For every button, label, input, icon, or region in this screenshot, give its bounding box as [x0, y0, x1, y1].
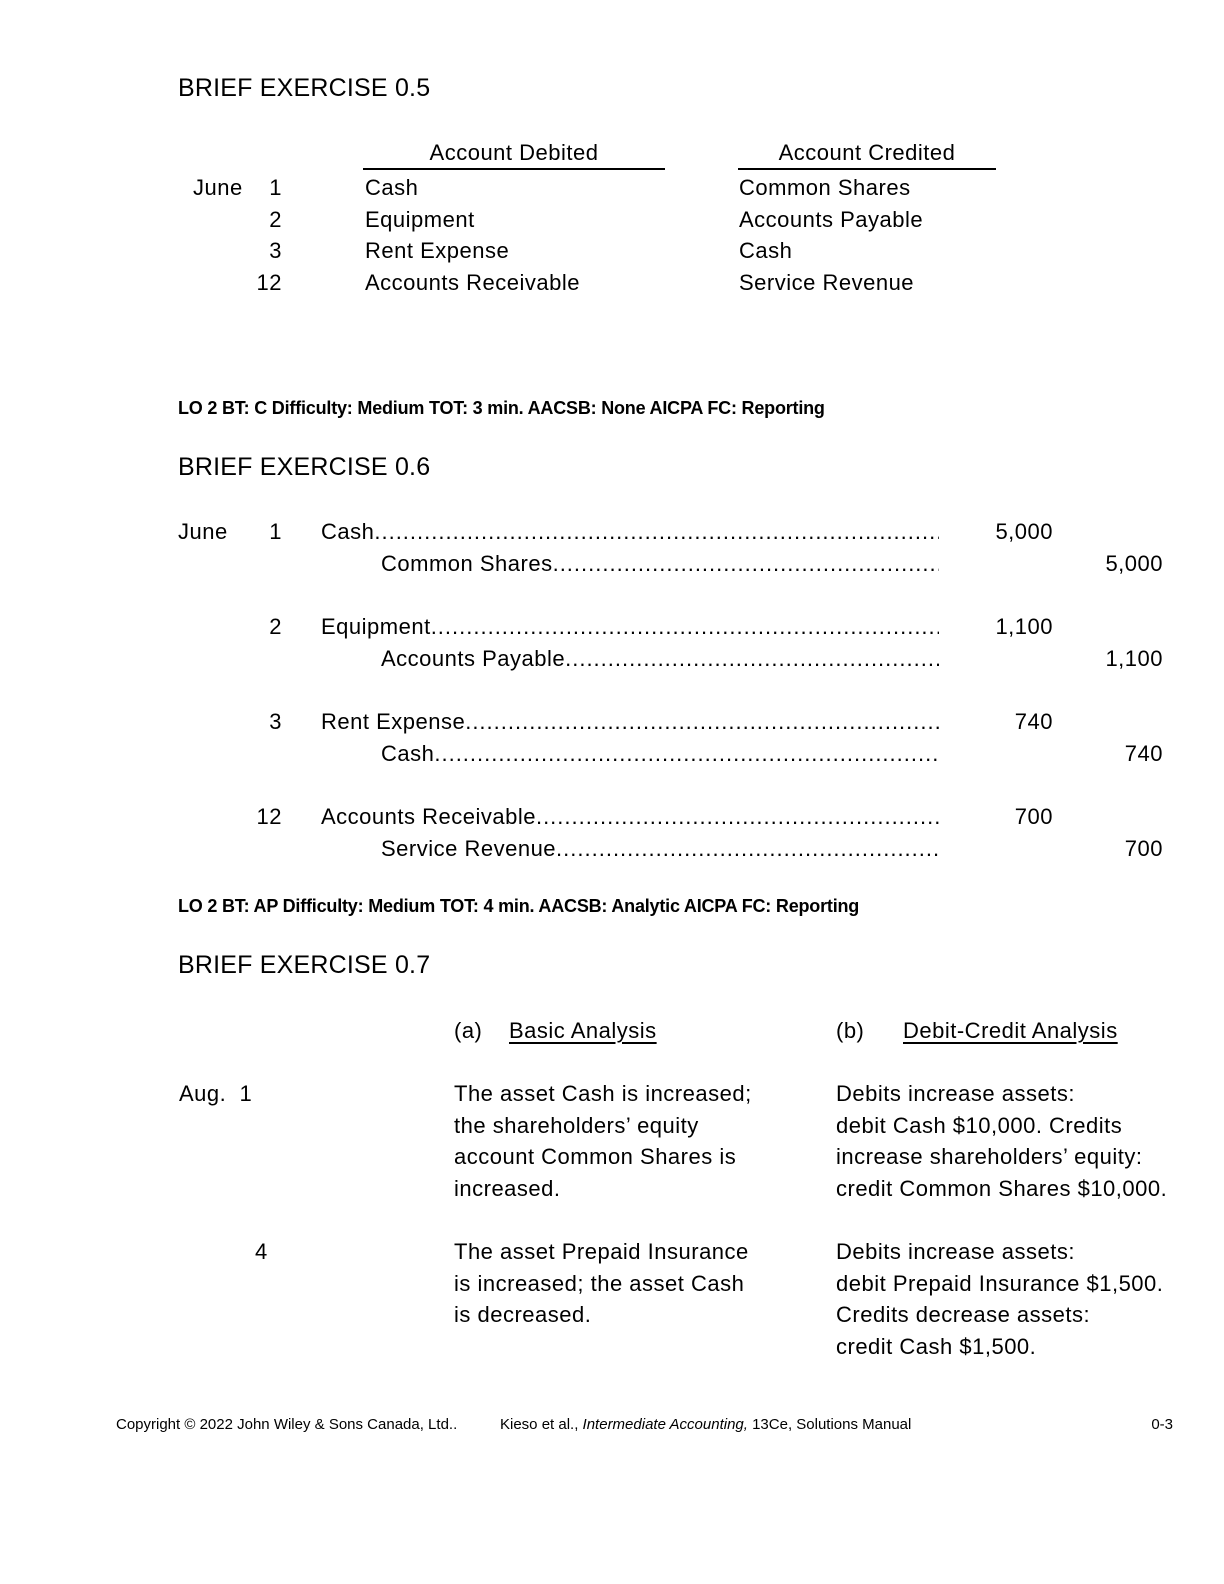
be05-debit-account: Rent Expense [365, 238, 510, 263]
be07-title: BRIEF EXERCISE 0.7 [178, 951, 431, 979]
journal-credit-amount: 740 [1124, 741, 1163, 766]
be05-debit-account: Equipment [365, 207, 475, 232]
debit-credit-analysis-line: debit Prepaid Insurance $1,500. [836, 1270, 1164, 1296]
basic-analysis-line: is decreased. [454, 1302, 592, 1327]
journal-debit-amount: 5,000 [995, 519, 1053, 544]
debit-credit-analysis-line: debit Cash $10,000. Credits [836, 1112, 1123, 1138]
journal-credit-account: Accounts Payable [381, 646, 566, 671]
journal-day: 3 [269, 709, 282, 734]
be07-col-a-label: Basic Analysis [509, 1018, 657, 1043]
footer-page-number: 0-3 [1151, 1416, 1173, 1433]
debit-credit-analysis-line: credit Common Shares $10,000. [836, 1175, 1168, 1201]
be05-col-credited: Account Credited [738, 140, 996, 170]
journal-day: 12 [256, 804, 282, 829]
journal-credit-line [381, 741, 939, 767]
be05-debit-account: Cash [365, 175, 419, 200]
be06-month: June [178, 519, 228, 544]
basic-analysis-text [454, 1236, 814, 1331]
journal-credit-account: Service Revenue [381, 836, 557, 861]
footer-copyright: Copyright © 2022 John Wiley & Sons Canada, Ltd.. [116, 1416, 458, 1433]
be05-title: BRIEF EXERCISE 0.5 [178, 74, 431, 102]
journal-credit-line [381, 836, 939, 862]
basic-analysis-line: is increased; the asset Cash [454, 1270, 745, 1296]
journal-debit-amount: 700 [1014, 804, 1053, 829]
journal-debit-amount: 1,100 [995, 614, 1053, 639]
journal-debit-line [321, 709, 939, 735]
be05-credit-account: Cash [739, 238, 793, 263]
be07-col-b-marker: (b) [836, 1018, 865, 1043]
be05-credit-account: Common Shares [739, 175, 911, 200]
be07-col-a-marker: (a) [454, 1018, 483, 1043]
be06-meta: LO 2 BT: AP Difficulty: Medium TOT: 4 min. AACSB: Analytic AICPA FC: Reporting [178, 896, 860, 916]
journal-debit-account: Equipment [321, 614, 431, 639]
basic-analysis-line: account Common Shares is [454, 1144, 737, 1169]
journal-debit-line [321, 614, 939, 640]
be05-debit-account: Accounts Receivable [365, 270, 580, 295]
journal-debit-account: Rent Expense [321, 709, 466, 734]
journal-credit-line [381, 551, 939, 577]
basic-analysis-line: increased. [454, 1175, 561, 1201]
be06-title: BRIEF EXERCISE 0.6 [178, 453, 431, 481]
basic-analysis-line: The asset Prepaid Insurance [454, 1239, 749, 1264]
journal-credit-amount: 1,100 [1105, 646, 1163, 671]
be05-meta: LO 2 BT: C Difficulty: Medium TOT: 3 min. AACSB: None AICPA FC: Reporting [178, 398, 825, 418]
debit-credit-analysis-line: Debits increase assets: [836, 1239, 1075, 1264]
be05-day: 1 [269, 175, 282, 200]
debit-credit-analysis-text [836, 1078, 1206, 1204]
journal-credit-amount: 700 [1124, 836, 1163, 861]
be05-day: 3 [269, 238, 282, 263]
debit-credit-analysis-line: credit Cash $1,500. [836, 1333, 1037, 1359]
basic-analysis-line: The asset Cash is increased; [454, 1081, 752, 1106]
basic-analysis-line: the shareholders’ equity [454, 1112, 699, 1138]
debit-credit-analysis-text [836, 1236, 1206, 1362]
be05-credit-account: Accounts Payable [739, 207, 924, 232]
journal-credit-account: Common Shares [381, 551, 553, 576]
analysis-date: Aug. 1 [179, 1081, 253, 1106]
be05-day: 12 [256, 270, 282, 295]
journal-credit-amount: 5,000 [1105, 551, 1163, 576]
footer-citation-title: Intermediate Accounting, [582, 1416, 748, 1433]
journal-debit-line [321, 519, 939, 545]
be07-col-b-label: Debit-Credit Analysis [903, 1018, 1118, 1043]
basic-analysis-text [454, 1078, 814, 1204]
be05-credit-account: Service Revenue [739, 270, 915, 295]
footer-citation-prefix: Kieso et al., [500, 1416, 583, 1433]
be05-month: June [193, 175, 243, 200]
journal-day: 1 [269, 519, 282, 544]
journal-debit-line [321, 804, 939, 830]
debit-credit-analysis-line: Credits decrease assets: [836, 1302, 1091, 1327]
debit-credit-analysis-line: Debits increase assets: [836, 1081, 1075, 1106]
journal-debit-account: Accounts Receivable [321, 804, 536, 829]
footer-citation-suffix: 13Ce, Solutions Manual [747, 1416, 912, 1433]
footer-citation [500, 1416, 911, 1433]
journal-day: 2 [269, 614, 282, 639]
journal-credit-account: Cash [381, 741, 435, 766]
journal-debit-account: Cash [321, 519, 375, 544]
be05-day: 2 [269, 207, 282, 232]
analysis-date: 4 [255, 1239, 268, 1264]
journal-debit-amount: 740 [1014, 709, 1053, 734]
debit-credit-analysis-line: increase shareholders’ equity: [836, 1144, 1143, 1169]
journal-credit-line [381, 646, 939, 672]
be05-col-debited: Account Debited [363, 140, 665, 170]
